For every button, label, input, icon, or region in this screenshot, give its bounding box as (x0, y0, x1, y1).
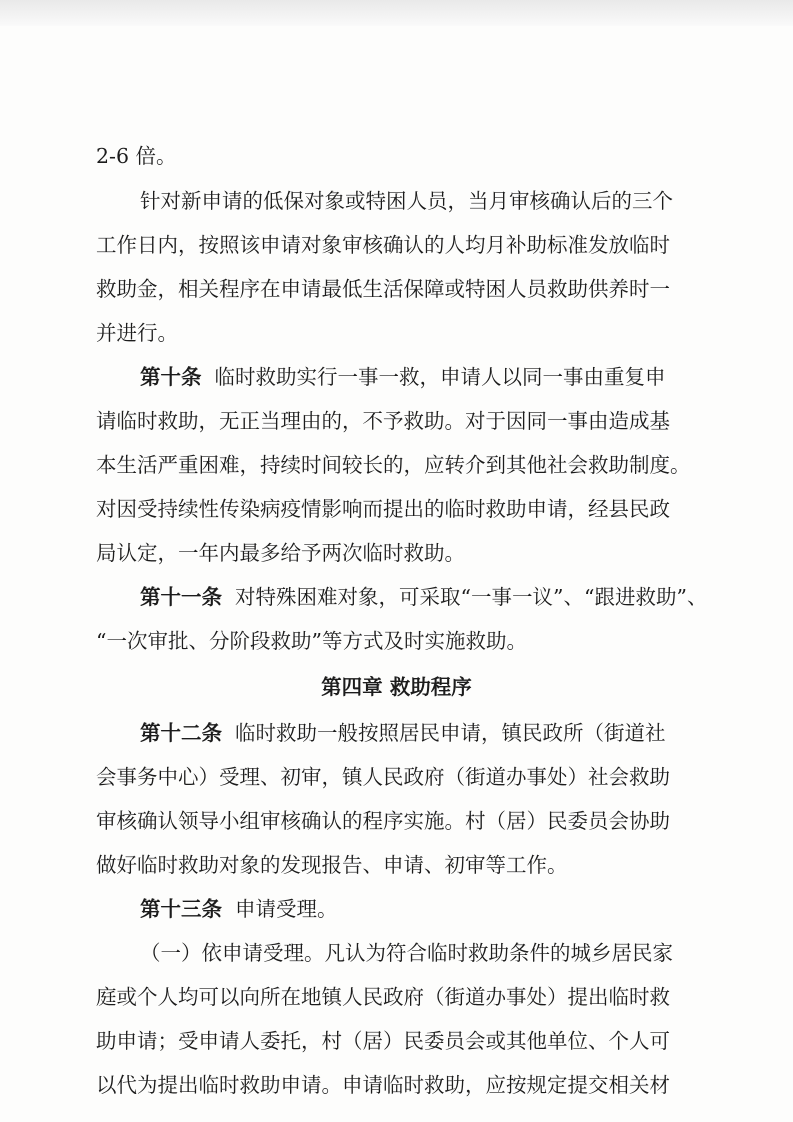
text-line: 庭或个人均可以向所在地镇人民政府（街道办事处）提出临时救 (96, 985, 670, 1009)
article-13-line: 第十三条 申请受理。 (140, 897, 338, 921)
text-line: 请临时救助，无正当理由的，不予救助。对于因同一事由造成基 (96, 409, 670, 433)
text-line: 2-6 倍。 (96, 144, 177, 168)
text-line: 助申请；受申请人委托，村（居）民委员会或其他单位、个人可 (96, 1029, 670, 1053)
text-line: 工作日内，按照该申请对象审核确认的人均月补助标准发放临时 (96, 233, 670, 257)
article-10-line: 第十条 临时救助实行一事一救，申请人以同一事由重复申 (140, 365, 666, 389)
article-number: 第十条 (140, 365, 202, 389)
text-line: 局认定，一年内最多给予两次临时救助。 (96, 541, 465, 565)
text-line: 本生活严重困难，持续时间较长的，应转介到其他社会救助制度。 (96, 453, 691, 477)
text-line: 对因受持续性传染病疫情影响而提出的临时救助申请，经县民政 (96, 497, 670, 521)
article-number: 第十二条 (140, 721, 222, 745)
article-number: 第十三条 (140, 897, 222, 921)
text-line: 做好临时救助对象的发现报告、申请、初审等工作。 (96, 853, 568, 877)
text-line: 以代为提出临时救助申请。申请临时救助，应按规定提交相关材 (96, 1073, 670, 1097)
text-line: 救助金，相关程序在申请最低生活保障或特困人员救助供养时一 (96, 277, 670, 301)
text-line: （一）依申请受理。凡认为符合临时救助条件的城乡居民家 (140, 941, 673, 965)
article-12-line: 第十二条 临时救助一般按照居民申请，镇民政所（街道社 (140, 721, 666, 745)
text-line: 针对新申请的低保对象或特困人员，当月审核确认后的三个 (140, 189, 673, 213)
scan-top-edge (0, 0, 793, 26)
text-line: 并进行。 (96, 321, 178, 345)
text-line: 会事务中心）受理、初审，镇人民政府（街道办事处）社会救助 (96, 765, 670, 789)
chapter-heading: 第四章 救助程序 (321, 675, 472, 699)
article-11-line: 第十一条 对特殊困难对象，可采取“一事一议”、“跟进救助”、 (140, 585, 708, 609)
article-number: 第十一条 (140, 585, 222, 609)
text-line: 审核确认领导小组审核确认的程序实施。村（居）民委员会协助 (96, 809, 670, 833)
text-line: “一次审批、分阶段救助”等方式及时实施救助。 (96, 629, 527, 653)
